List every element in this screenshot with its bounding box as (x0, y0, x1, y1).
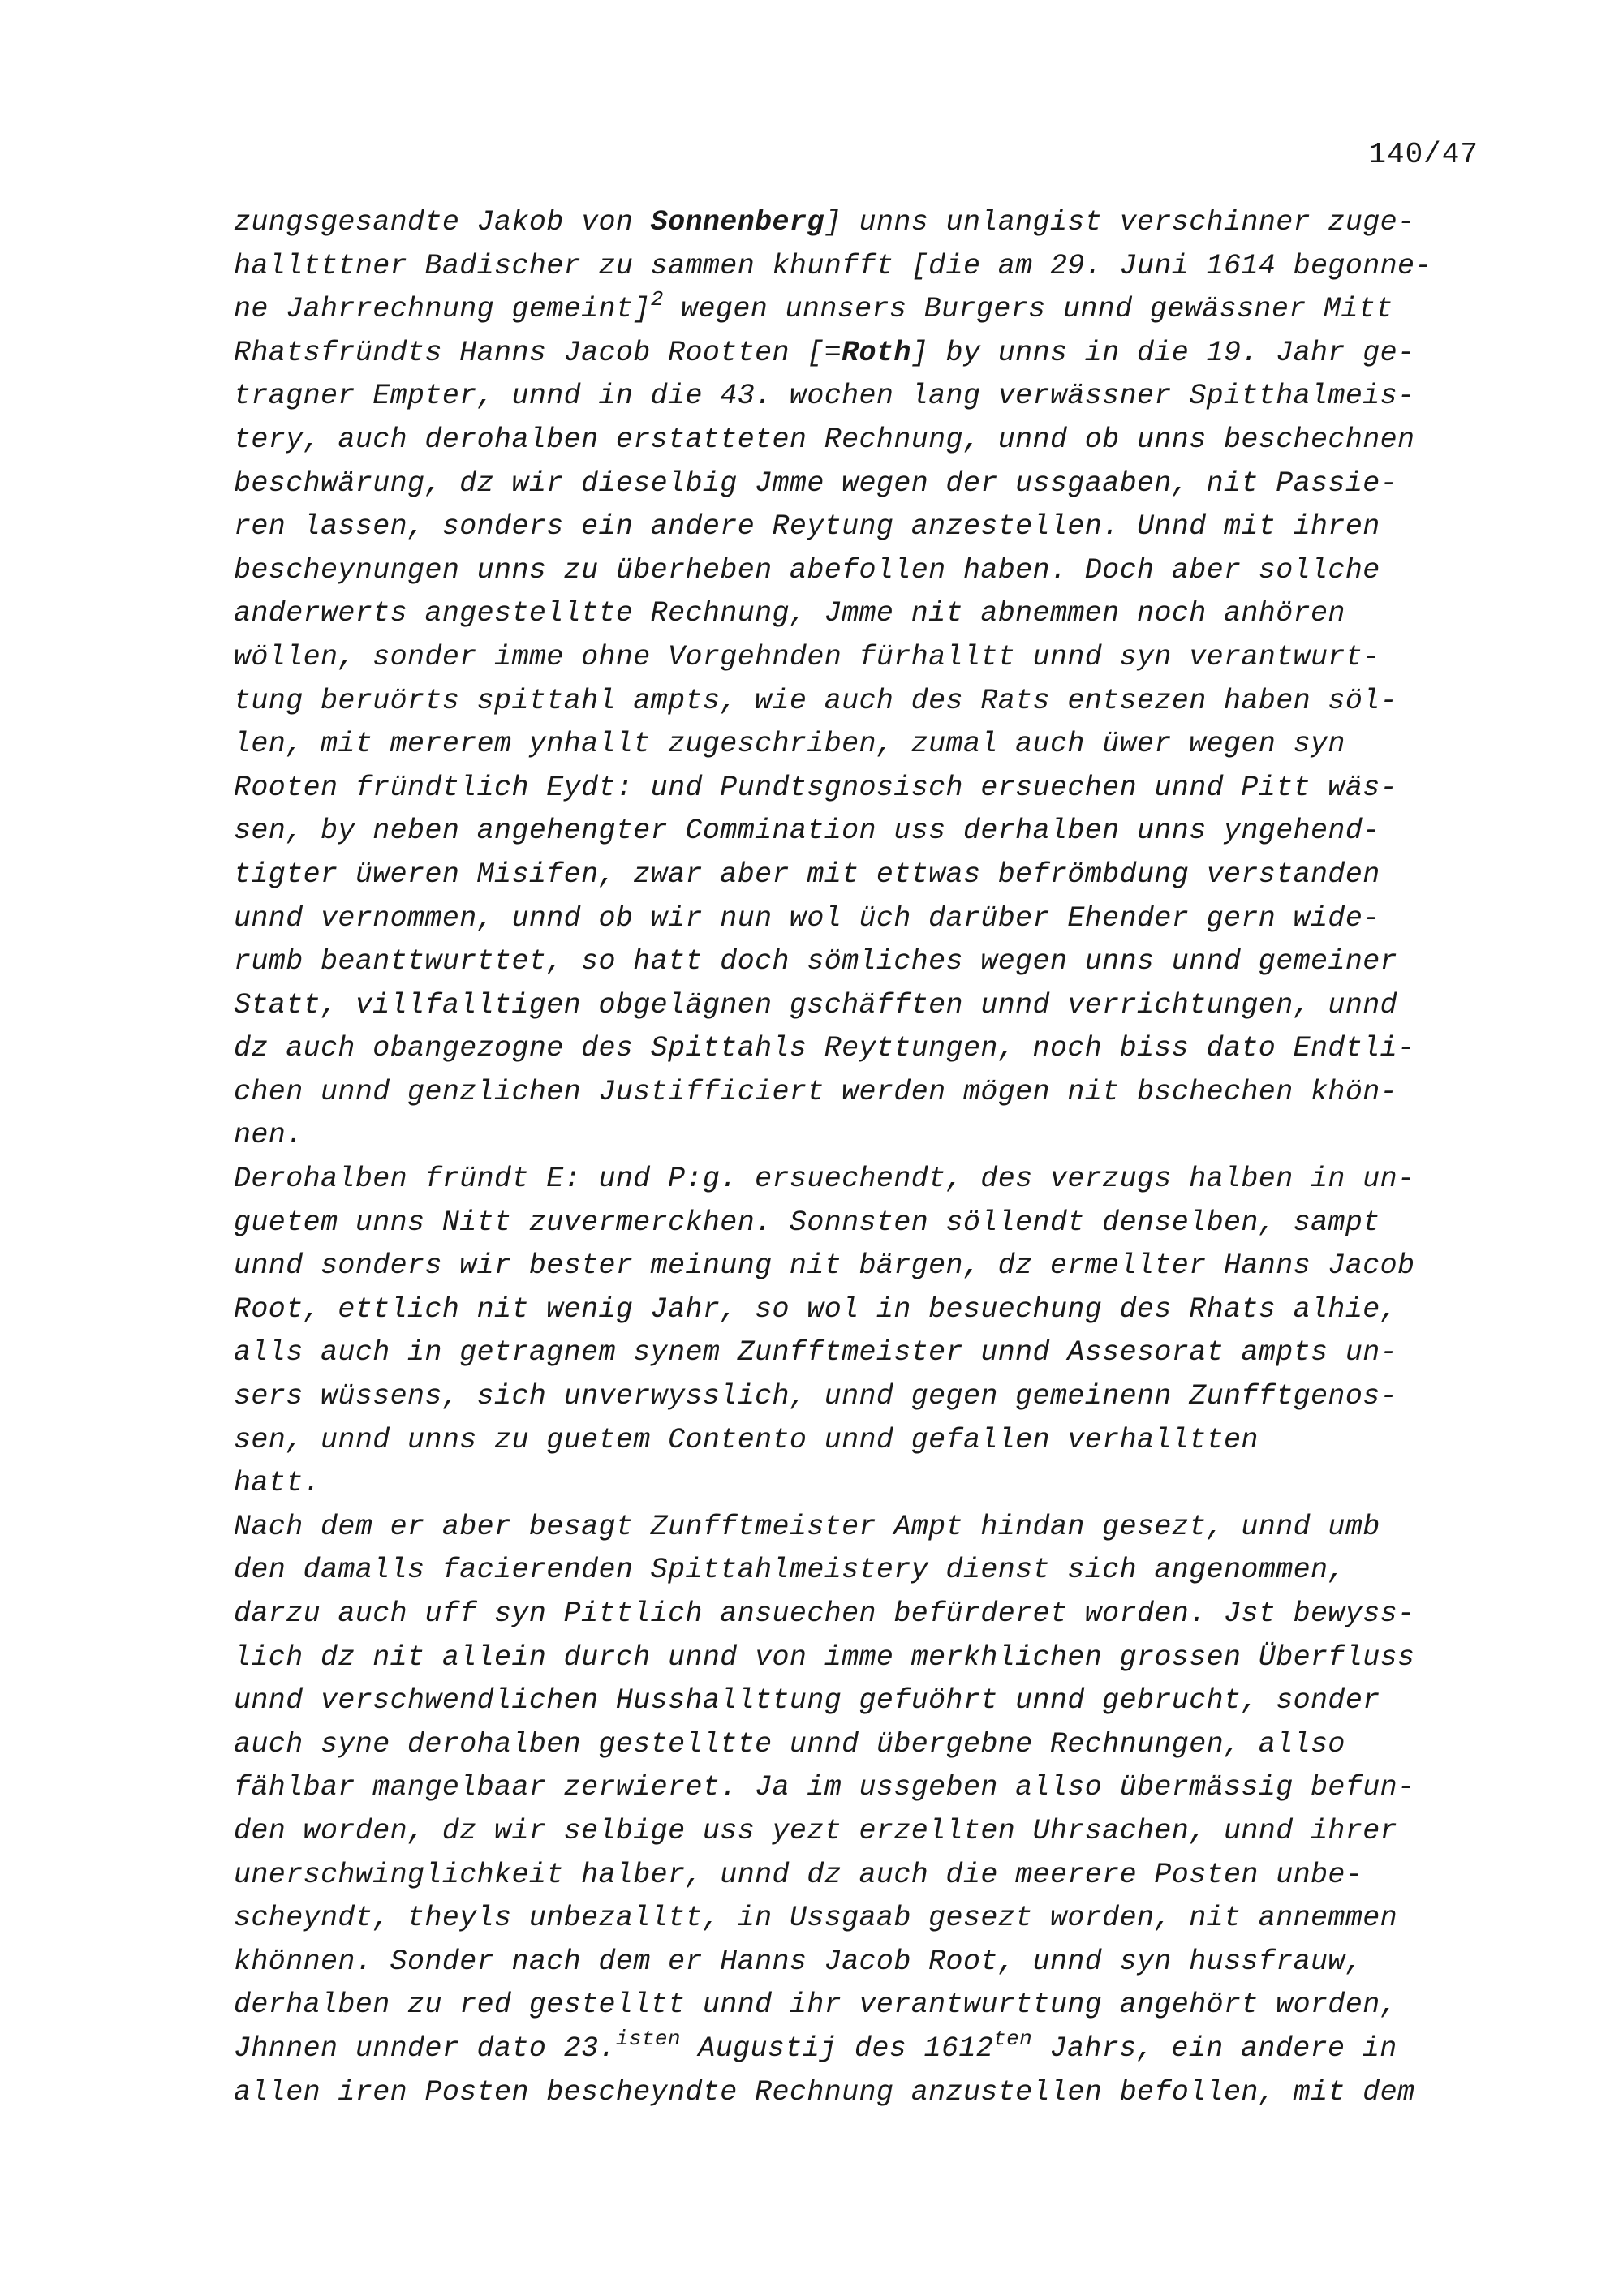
text-line (234, 810, 1492, 853)
text-segment: anderwerts angestelltte Rechnung, Jmme nit abnemmen noch anhören (234, 597, 1345, 630)
text-segment: halltttner Badischer zu sammen khunfft [die am 29. Juni 1614 begonne- (234, 249, 1432, 282)
text-segment: ] unns unlangist verschinner zuge- (824, 206, 1415, 239)
text-segment: len, mit mererem ynhallt zugeschriben, zumal auch üwer wegen syn (234, 728, 1345, 761)
text-segment: alls auch in getragnem synem Zunfftmeister unnd Assesorat ampts un- (234, 1336, 1398, 1369)
superscript-text: ten (993, 2026, 1033, 2051)
page-number: 140/47 (1368, 138, 1479, 171)
text-segment: khönnen. Sonder nach dem er Hanns Jacob Root, unnd syn hussfrauw, (234, 1945, 1363, 1978)
text-line (234, 462, 1492, 506)
text-segment: ren lassen, sonders ein andere Reytung anzestellen. Unnd mit ihren (234, 510, 1380, 544)
text-line (234, 1114, 1492, 1158)
text-segment: derhalben zu red gestelltt unnd ihr verantwurttung angehört worden, (234, 1989, 1398, 2022)
text-line (234, 1158, 1492, 1202)
text-segment: beschwärung, dz wir dieselbig Jmme wegen der ussgaaben, nit Passie- (234, 467, 1398, 500)
text-line (234, 1766, 1492, 1810)
text-segment: sen, unnd unns zu guetem Contento unnd gefallen verhalltten (234, 1423, 1259, 1456)
text-segment: chen unnd genzlichen Justifficiert werden mögen nit bschechen khön- (234, 1075, 1398, 1108)
text-segment: ne Jahrrechnung gemeint] (234, 293, 651, 326)
text-line (234, 1549, 1492, 1593)
text-line (234, 767, 1492, 810)
text-line (234, 592, 1492, 636)
text-line (234, 1375, 1492, 1419)
text-segment: den damalls facierenden Spittahlmeistery dienst sich angenommen, (234, 1554, 1345, 1587)
text-line (234, 723, 1492, 767)
text-line (234, 332, 1492, 376)
text-segment: Nach dem er aber besagt Zunfftmeister Ampt hindan gesezt, unnd umb (234, 1510, 1380, 1543)
text-segment: sen, by neben angehengter Commination uss derhalben unns yngehend- (234, 815, 1380, 848)
text-segment: wegen unnsers Burgers unnd gewässner Mitt (663, 293, 1393, 326)
text-segment: tung beruörts spittahl ampts, wie auch des Rats entsezen haben söl- (234, 684, 1398, 717)
text-line (234, 1897, 1492, 1941)
text-line (234, 505, 1492, 549)
text-segment: scheyndt, theyls unbezalltt, in Ussgaab gesezt worden, nit annemmen (234, 1902, 1398, 1935)
text-segment: Augustij des 1612 (680, 2032, 994, 2065)
text-segment: hatt. (234, 1467, 321, 1500)
text-line (234, 201, 1492, 245)
text-line (234, 1462, 1492, 1506)
text-segment: dz auch obangezogne des Spittahls Reyttungen, noch biss dato Endtli- (234, 1032, 1415, 1065)
text-line (234, 1810, 1492, 1854)
text-line (234, 940, 1492, 984)
text-line (234, 636, 1492, 680)
text-line (234, 1984, 1492, 2027)
text-line (234, 375, 1492, 419)
text-line (234, 1027, 1492, 1071)
text-segment: guetem unns Nitt zuvermerckhen. Sonnsten söllendt denselben, sampt (234, 1206, 1380, 1239)
text-line (234, 2071, 1492, 2115)
text-segment: Root, ettlich nit wenig Jahr, so wol in besuechung des Rhats alhie, (234, 1292, 1398, 1326)
text-line (234, 984, 1492, 1028)
text-segment: wöllen, sonder imme ohne Vorgehnden fürhalltt unnd syn verantwurt- (234, 640, 1380, 673)
text-line (234, 1202, 1492, 1245)
text-segment: fählbar mangelbaar zerwieret. Ja im ussgeben allso übermässig befun- (234, 1771, 1415, 1804)
text-segment: tragner Empter, unnd in die 43. wochen lang verwässner Spitthalmeis- (234, 380, 1415, 413)
text-segment: unerschwinglichkeit halber, unnd dz auch die meerere Posten unbe- (234, 1858, 1363, 1891)
bold-name: Sonnenberg (650, 206, 824, 239)
text-segment: den worden, dz wir selbige uss yezt erzellten Uhrsachen, unnd ihrer (234, 1814, 1398, 1847)
superscript-text: 2 (650, 287, 664, 312)
text-segment: bescheynungen unns zu überheben abefollen haben. Doch aber sollche (234, 553, 1380, 587)
text-line (234, 1941, 1492, 1984)
text-segment: unnd vernommen, unnd ob wir nun wol üch darüber Ehender gern wide- (234, 901, 1380, 935)
text-line (234, 1854, 1492, 1898)
text-line (234, 2027, 1492, 2071)
text-line (234, 549, 1492, 593)
text-segment: zungsgesandte Jakob von (234, 206, 651, 239)
text-line (234, 1419, 1492, 1463)
text-line (234, 853, 1492, 897)
text-segment: auch syne derohalben gestelltte unnd übergebne Rechnungen, allso (234, 1727, 1345, 1761)
text-segment: tigter üweren Misifen, zwar aber mit ettwas befrömbdung verstanden (234, 858, 1380, 891)
text-line (234, 245, 1492, 289)
text-line (234, 419, 1492, 462)
text-segment: Jhnnen unnder dato 23. (234, 2032, 616, 2065)
text-line (234, 1593, 1492, 1636)
text-segment: Rhatsfründts Hanns Jacob Rootten [= (234, 336, 842, 369)
text-segment: unnd verschwendlichen Husshallttung gefuöhrt unnd gebrucht, sonder (234, 1684, 1380, 1718)
text-line (234, 1071, 1492, 1115)
text-segment: darzu auch uff syn Pittlich ansuechen befürderet worden. Jst bewyss- (234, 1597, 1415, 1630)
text-segment: allen iren Posten bescheyndte Rechnung anzustellen befollen, mit dem (234, 2075, 1415, 2109)
bold-name: Roth (842, 336, 911, 369)
text-line (234, 1245, 1492, 1288)
text-segment: sers wüssens, sich unverwysslich, unnd gegen gemeinenn Zunfftgenos- (234, 1380, 1398, 1413)
text-segment: rumb beanttwurttet, so hatt doch sömliches wegen unns unnd gemeiner (234, 945, 1398, 978)
text-line (234, 1288, 1492, 1332)
superscript-text: isten (615, 2026, 681, 2051)
text-segment: lich dz nit allein durch unnd von imme merkhlichen grossen Überfluss (234, 1640, 1415, 1674)
text-segment: ] by unns in die 19. Jahr ge- (911, 336, 1415, 369)
text-line (234, 897, 1492, 941)
text-segment: unnd sonders wir bester meinung nit bärgen, dz ermellter Hanns Jacob (234, 1249, 1415, 1283)
transcript-body (234, 201, 1492, 2114)
text-segment: Rooten fründtlich Eydt: und Pundtsgnosisch ersuechen unnd Pitt wäs- (234, 771, 1398, 804)
text-line (234, 1636, 1492, 1680)
text-segment: Jahrs, ein andere in (1032, 2032, 1397, 2065)
text-segment: Derohalben fründt E: und P:g. ersuechendt, des verzugs halben in un- (234, 1163, 1415, 1196)
text-line (234, 288, 1492, 332)
text-line (234, 1723, 1492, 1767)
text-segment: Statt, villfalltigen obgelägnen gschäfften unnd verrichtungen, unnd (234, 988, 1398, 1021)
text-line (234, 680, 1492, 724)
text-segment: tery, auch derohalben erstatteten Rechnung, unnd ob unns beschechnen (234, 423, 1415, 456)
text-line (234, 1679, 1492, 1723)
text-segment: nen. (234, 1119, 304, 1152)
text-line (234, 1506, 1492, 1550)
text-line (234, 1331, 1492, 1375)
